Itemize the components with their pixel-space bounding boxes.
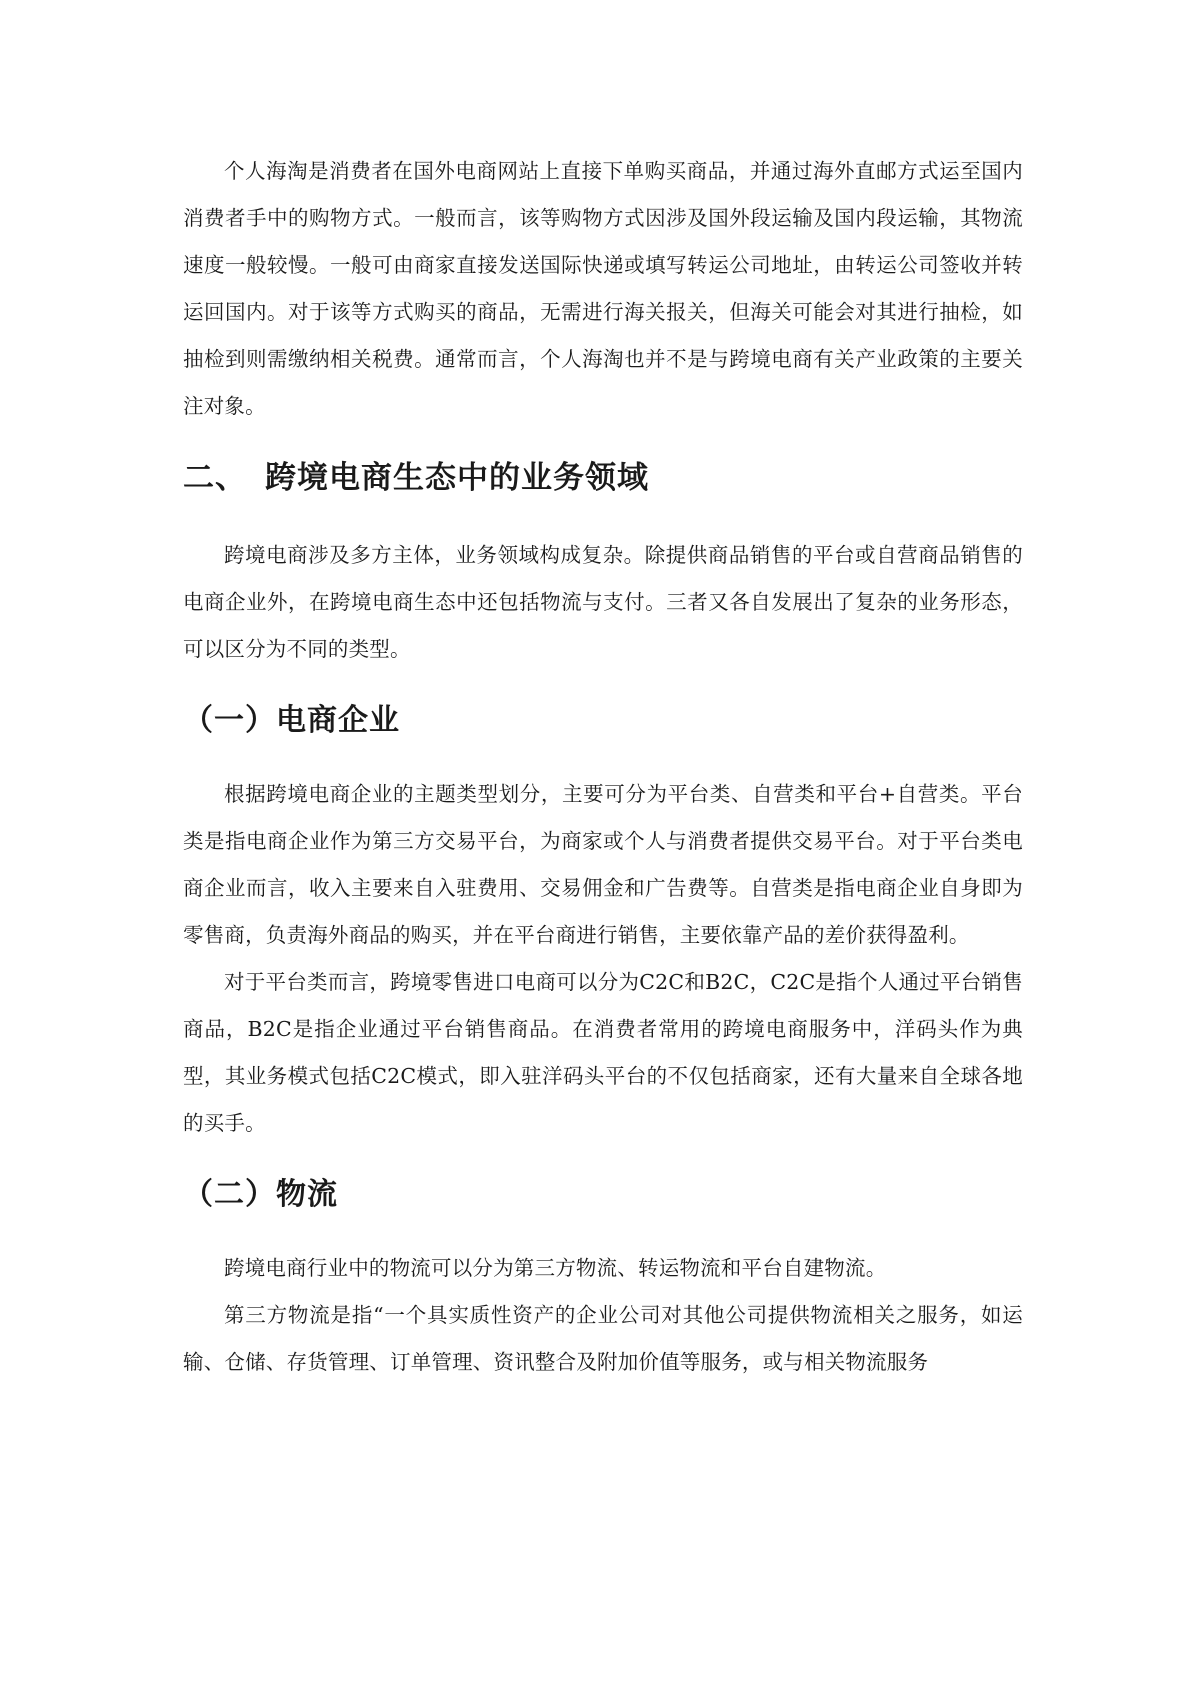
section-title: 跨境电商生态中的业务领域 xyxy=(265,460,649,496)
logistics-paragraph-1: 跨境电商行业中的物流可以分为第三方物流、转运物流和平台自建物流。 xyxy=(224,1256,887,1280)
logistics-paragraph-2: 第三方物流是指“一个具实质性资产的企业公司对其他公司提供物流相关之服务，如运输、仓储、存货管理、订单管理、资讯整合及附加价值等服务，或与相关物流服务 xyxy=(183,1303,1023,1374)
intro-paragraph: 个人海淘是消费者在国外电商网站上直接下单购买商品，并通过海外直邮方式运至国内消费者手中的购物方式。一般而言，该等购物方式因涉及国外段运输及国内段运输，其物流速度一般较慢。一般可由商家直接发送国际快递或填写转运公司地址，由转运公司签收并转运回国内。对于该等方式购买的商品，无需进行海关报关，但海关可能会对其进行抽检，如抽检到则需缴纳相关税费。通常而言，个人海淘也并不是与跨境电商有关产业政策的主要关注对象。 xyxy=(183,159,1023,418)
section-number: 二、 xyxy=(183,460,247,496)
subsection-heading-logistics: （二）物流 xyxy=(183,1177,338,1212)
section-heading xyxy=(183,458,1023,498)
document-page xyxy=(183,148,1023,1386)
subsection-heading-ecommerce: （一）电商企业 xyxy=(183,703,400,738)
section-paragraph: 跨境电商涉及多方主体，业务领域构成复杂。除提供商品销售的平台或自营商品销售的电商企业外，在跨境电商生态中还包括物流与支付。三者又各自发展出了复杂的业务形态，可以区分为不同的类型。 xyxy=(183,543,1023,661)
ecommerce-paragraph-2: 对于平台类而言，跨境零售进口电商可以分为C2C和B2C，C2C是指个人通过平台销售商品，B2C是指企业通过平台销售商品。在消费者常用的跨境电商服务中，洋码头作为典型，其业务模式包括C2C模式，即入驻洋码头平台的不仅包括商家，还有大量来自全球各地的买手。 xyxy=(183,970,1023,1135)
ecommerce-paragraph-1: 根据跨境电商企业的主题类型划分，主要可分为平台类、自营类和平台+自营类。平台类是指电商企业作为第三方交易平台，为商家或个人与消费者提供交易平台。对于平台类电商企业而言，收入主要来自入驻费用、交易佣金和广告费等。自营类是指电商企业自身即为零售商，负责海外商品的购买，并在平台商进行销售，主要依靠产品的差价获得盈利。 xyxy=(183,782,1023,947)
